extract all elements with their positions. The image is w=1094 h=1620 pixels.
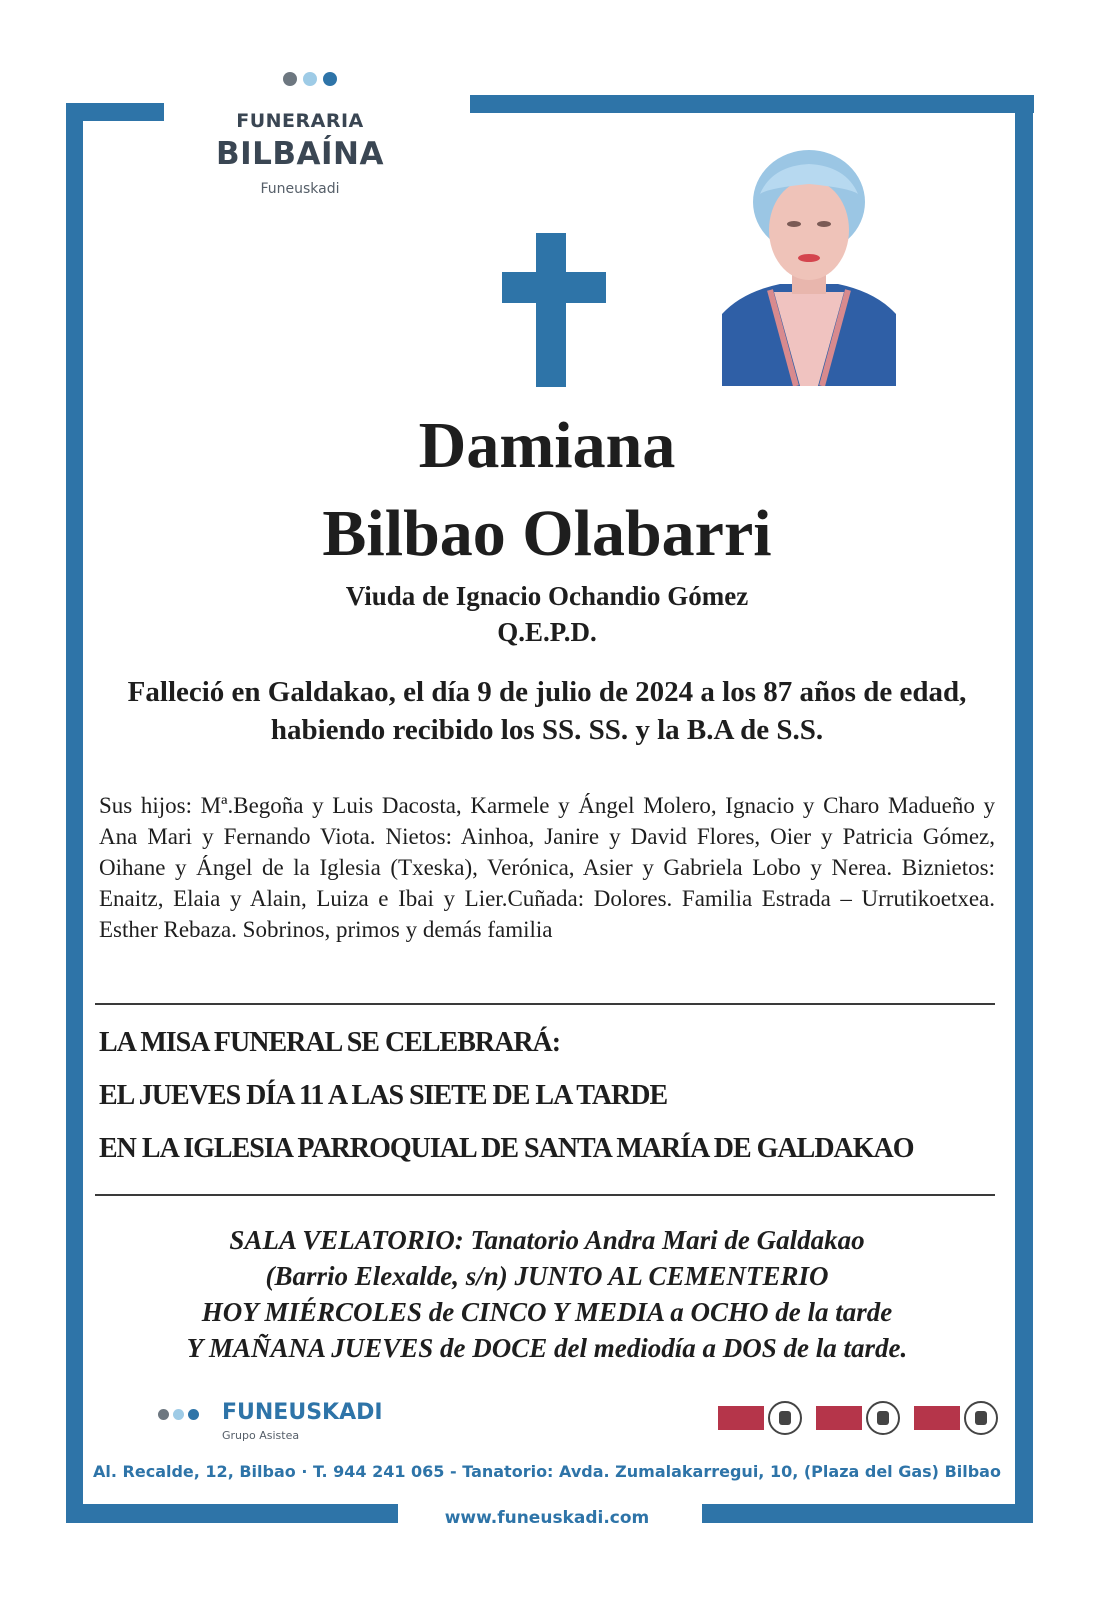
wake-line4: Y MAÑANA JUEVES de DOCE del mediodía a DOS de la tarde.	[186, 1333, 908, 1363]
mass-line2: EL JUEVES DÍA 11 A LAS SIETE DE LA TARDE	[99, 1080, 668, 1111]
family-text: Sus hijos: Mª.Begoña y Luis Dacosta, Karmele y Ángel Molero, Ignacio y Charo Madueño y Ana Mari y Fernando Viota. Nietos: Ainhoa, Janire y David Flores, Oier y Patricia Gómez, Oihane y Ángel de la Iglesia (Txeska), Verónica, Asier y Gabriela Lobo y Nerea. Biznietos: Enaitz, Elaia y Alain, Luiza e Ibai y Lier.Cuñada: Dolores. Familia Estrada – Urrutikoetxea. Esther Rebaza. Sobrinos, primos y demás familia	[99, 793, 995, 942]
divider-bottom	[95, 1194, 995, 1196]
qepd: Q.E.P.D.	[497, 617, 597, 647]
frame-left	[66, 103, 83, 1523]
brand-line2: BILBAÍNA	[215, 136, 384, 172]
seal-icon	[768, 1401, 802, 1435]
funeuskadi-subtitle: Grupo Asistea	[222, 1429, 300, 1442]
deceased-photo	[722, 144, 896, 386]
funeuskadi-logo-dots	[158, 1409, 199, 1420]
frame-right	[1015, 95, 1033, 1523]
death-notice: Falleció en Galdakao, el día 9 de julio de 2024 a los 87 años de edad, habiendo recibido los SS. SS. y la B.A de S.S.	[127, 676, 967, 746]
certification-badge	[914, 1400, 1000, 1436]
divider-top	[95, 1003, 995, 1005]
certification-badges	[718, 1400, 1000, 1436]
footer-address: Al. Recalde, 12, Bilbao · T. 944 241 065 - Tanatorio: Avda. Zumalakarregui, 10, (Plaza del Gas) Bilbao	[93, 1462, 1001, 1481]
certification-badge	[816, 1400, 902, 1436]
wake-info	[90, 1222, 1004, 1366]
footer-website[interactable]: www.funeuskadi.com	[444, 1508, 650, 1528]
cross-icon	[536, 233, 566, 387]
wake-line1: SALA VELATORIO: Tanatorio Andra Mari de Galdakao	[229, 1225, 865, 1255]
mass-line1: LA MISA FUNERAL SE CELEBRARÁ:	[99, 1027, 561, 1058]
frame-bottom-right	[702, 1504, 1033, 1523]
seal-icon	[866, 1401, 900, 1435]
wake-line3: HOY MIÉRCOLES de CINCO Y MEDIA a OCHO de la tarde	[201, 1297, 893, 1327]
certification-badge	[718, 1400, 804, 1436]
deceased-first-name: Damiana	[418, 409, 676, 482]
mass-line3: EN LA IGLESIA PARROQUIAL DE SANTA MARÍA DE GALDAKAO	[99, 1133, 914, 1164]
deceased-surnames: Bilbao Olabarri	[322, 497, 772, 570]
frame-bottom-left	[66, 1504, 398, 1523]
cross-icon-bar	[502, 272, 606, 303]
brand-logo-dots	[283, 72, 337, 86]
wake-line2: (Barrio Elexalde, s/n) JUNTO AL CEMENTERIO	[265, 1261, 829, 1291]
brand-line1: FUNERARIA	[236, 110, 364, 132]
funeuskadi-name: FUNEUSKADI	[222, 1400, 383, 1425]
seal-icon	[964, 1401, 998, 1435]
frame-top-right	[470, 95, 1034, 113]
widow-of: Viuda de Ignacio Ochandio Gómez	[345, 581, 749, 611]
brand-line3: Funeuskadi	[260, 181, 340, 197]
